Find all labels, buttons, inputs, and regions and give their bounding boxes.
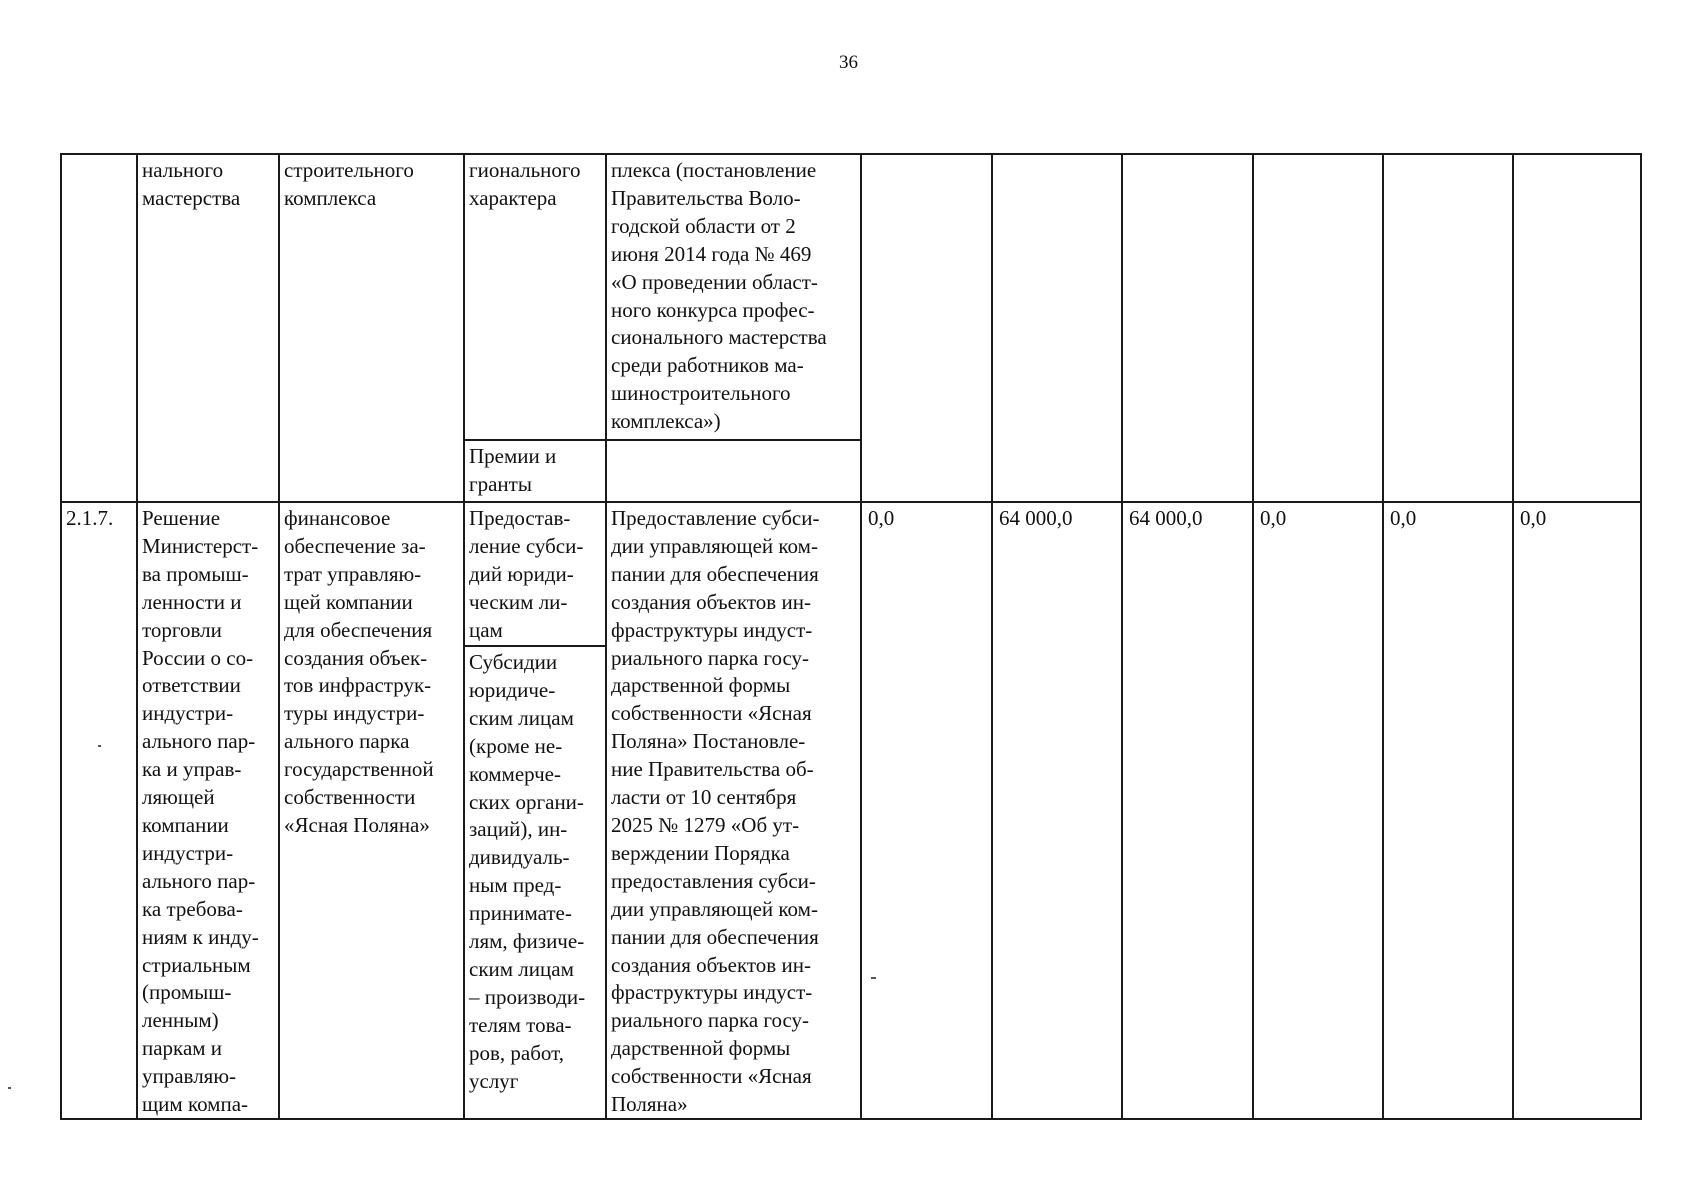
row-value-cell-2: 64 000,0	[991, 501, 1123, 1120]
cont-row-value-cell-3	[1121, 153, 1254, 503]
cont-row-value-cell-4	[1252, 153, 1384, 503]
cont-row-decision-cell: нального мастерства	[136, 153, 280, 503]
row-basis-cell: Предоставление субси- дии управляющей ком- пании для обеспечения создания объектов ин- фраструктуры индуст- риального парка госу- дарственной формы собственности «Ясная Поляна» Постановле- ние Правительства об- ласти от 10 сентября 2025 № 1279 «Об ут- верждении Порядка предоставления субси- дии управляющей ком- пании для обеспечения создания объектов ин- фраструктуры индуст- риального парка госу- дарственной формы собственности «Ясная Поляна»	[605, 501, 862, 1120]
cont-row-basis-top-cell: плекса (постановление Правительства Воло- годской области от 2 июня 2014 года № 469 «О проведении област- ного конкурса профес- сионального мастерства среди работников ма- шиностроительного комплекса»)	[605, 153, 862, 441]
cont-row-number-cell	[60, 153, 138, 503]
row-value-cell-3: 64 000,0	[1121, 501, 1254, 1120]
row-value-cell-4: 0,0	[1252, 501, 1384, 1120]
cont-row-value-cell-6	[1512, 153, 1642, 503]
row-decision-cell: Решение Министерст- ва промыш- ленности и торговли России о со- ответствии индустри- ального пар- ка и управ- ляющей компании индустри- ального пар- ка требова- ниям к инду- стриальным (промыш- ленным) паркам и управляю- щим компа-	[136, 501, 280, 1120]
row-value-cell-5: 0,0	[1382, 501, 1514, 1120]
cont-row-type-top-cell: гионального характера	[463, 153, 607, 441]
scan-speck	[98, 745, 101, 747]
row-type-bottom-cell: Субсидии юридиче- ским лицам (кроме не- коммерче- ских органи- заций), ин- дивидуаль- ным пред- принимате- лям, физиче- ским лицам – производи- телям това- ров, работ, услуг	[463, 645, 607, 1120]
row-value-cell-6: 0,0	[1512, 501, 1642, 1120]
cont-row-type-bottom-cell: Премии и гранты	[463, 439, 607, 503]
scan-speck	[871, 977, 876, 979]
scan-speck	[8, 1087, 11, 1089]
cont-row-value-cell-2	[991, 153, 1123, 503]
row-value-cell-1: 0,0	[860, 501, 993, 1120]
cont-row-value-cell-1	[860, 153, 993, 503]
row-type-top-cell: Предостав- ление субси- дий юриди- ческим ли- цам	[463, 501, 607, 647]
row-number-cell: 2.1.7.	[60, 501, 138, 1120]
cont-row-basis-bottom-cell	[605, 439, 862, 503]
page-number: 36	[839, 52, 858, 73]
row-purpose-cell: финансовое обеспечение за- трат управляю- щей компании для обеспечения создания объек- тов инфраструк- туры индустри- ального парка государственной собственности «Ясная Поляна»	[278, 501, 465, 1120]
cont-row-purpose-cell: строительного комплекса	[278, 153, 465, 503]
cont-row-value-cell-5	[1382, 153, 1514, 503]
